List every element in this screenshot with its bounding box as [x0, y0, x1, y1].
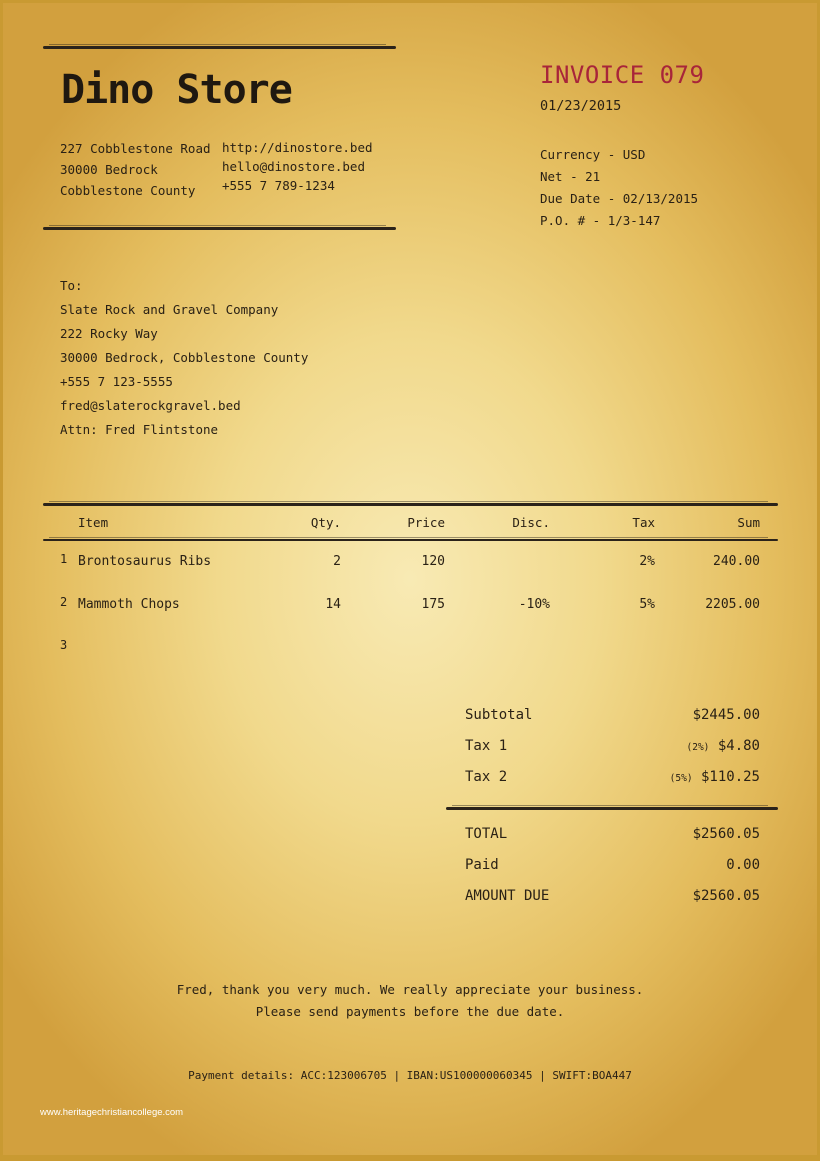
- paid-value: 0.00: [726, 857, 760, 873]
- header-bottom-rule: [43, 227, 396, 230]
- tax1-label: Tax 1: [465, 738, 508, 754]
- row-qty: 14: [325, 597, 341, 612]
- invoice-date: 01/23/2015: [540, 98, 622, 114]
- invoice-title: INVOICE 079: [540, 61, 705, 89]
- header-tax: Tax: [632, 515, 655, 530]
- tax1-value: $4.80: [717, 738, 760, 754]
- amount-due-label: AMOUNT DUE: [465, 888, 550, 904]
- recipient-street: 222 Rocky Way: [60, 326, 158, 341]
- tax2-value: $110.25: [700, 769, 760, 785]
- invoice-po-number: P.O. # - 1/3-147: [540, 213, 661, 228]
- recipient-attn: Attn: Fred Flintstone: [60, 422, 219, 437]
- row-item: Mammoth Chops: [78, 597, 180, 612]
- row-tax: 5%: [639, 597, 655, 612]
- store-address-line: 30000 Bedrock: [60, 162, 158, 177]
- table-top-rule: [43, 503, 778, 506]
- store-address-line: Cobblestone County: [60, 183, 196, 198]
- tax2-line: [583, 769, 760, 785]
- store-website: http://dinostore.bed: [222, 140, 373, 155]
- invoice-page: [3, 3, 817, 1155]
- header-item: Item: [78, 515, 109, 530]
- row-item: Brontosaurus Ribs: [78, 554, 212, 569]
- header-qty: Qty.: [310, 515, 341, 530]
- recipient-phone: +555 7 123-5555: [60, 374, 173, 389]
- store-email: hello@dinostore.bed: [222, 159, 365, 174]
- tax1-line: [583, 738, 760, 754]
- store-address: [60, 138, 211, 201]
- row-number: 1: [60, 552, 68, 566]
- total-value: $2560.05: [692, 826, 760, 842]
- header-disc: Disc.: [512, 515, 550, 530]
- table-header-rule: [43, 539, 778, 541]
- row-price: 175: [421, 597, 445, 612]
- store-phone: +555 7 789-1234: [222, 178, 335, 193]
- store-name: Dino Store: [61, 67, 292, 113]
- invoice-currency: Currency - USD: [540, 147, 646, 162]
- total-label: TOTAL: [465, 826, 508, 842]
- invoice-terms: Net - 21: [540, 169, 601, 184]
- payment-reminder: Please send payments before the due date.: [255, 1004, 565, 1019]
- recipient-company: Slate Rock and Gravel Company: [60, 302, 279, 317]
- subtotal-label: Subtotal: [465, 707, 533, 723]
- totals-rule: [446, 807, 778, 810]
- invoice-due-date: Due Date - 02/13/2015: [540, 191, 699, 206]
- row-tax: 2%: [639, 554, 655, 569]
- thank-you-line: Fred, thank you very much. We really appreciate your business.: [176, 982, 644, 997]
- row-sum: 2205.00: [705, 597, 760, 612]
- header-sum: Sum: [737, 515, 760, 530]
- store-contact: [222, 138, 373, 195]
- recipient-to-label: To:: [60, 278, 83, 293]
- tax2-label: Tax 2: [465, 769, 508, 785]
- recipient-email: fred@slaterockgravel.bed: [60, 398, 241, 413]
- payment-details: Payment details: ACC:123006705 | IBAN:US100000060345 | SWIFT:BOA447: [188, 1069, 632, 1082]
- tax1-rate: (2%): [686, 742, 710, 753]
- row-qty: 2: [333, 554, 341, 569]
- row-number: 2: [60, 595, 68, 609]
- watermark: www.heritagechristiancollege.com: [40, 1107, 184, 1118]
- tax2-rate: (5%): [669, 773, 693, 784]
- recipient-block: [60, 274, 308, 442]
- subtotal-value: $2445.00: [692, 707, 760, 723]
- row-disc: -10%: [518, 597, 550, 612]
- paid-label: Paid: [465, 857, 499, 873]
- store-address-line: 227 Cobblestone Road: [60, 141, 211, 156]
- thank-you-note: [3, 979, 817, 1023]
- amount-due-value: $2560.05: [692, 888, 760, 904]
- row-number: 3: [60, 638, 68, 652]
- recipient-city: 30000 Bedrock, Cobblestone County: [60, 350, 309, 365]
- header-price: Price: [407, 515, 445, 530]
- invoice-meta: [540, 144, 698, 232]
- row-sum: 240.00: [713, 554, 760, 569]
- header-top-rule: [43, 46, 396, 49]
- row-price: 120: [421, 554, 445, 569]
